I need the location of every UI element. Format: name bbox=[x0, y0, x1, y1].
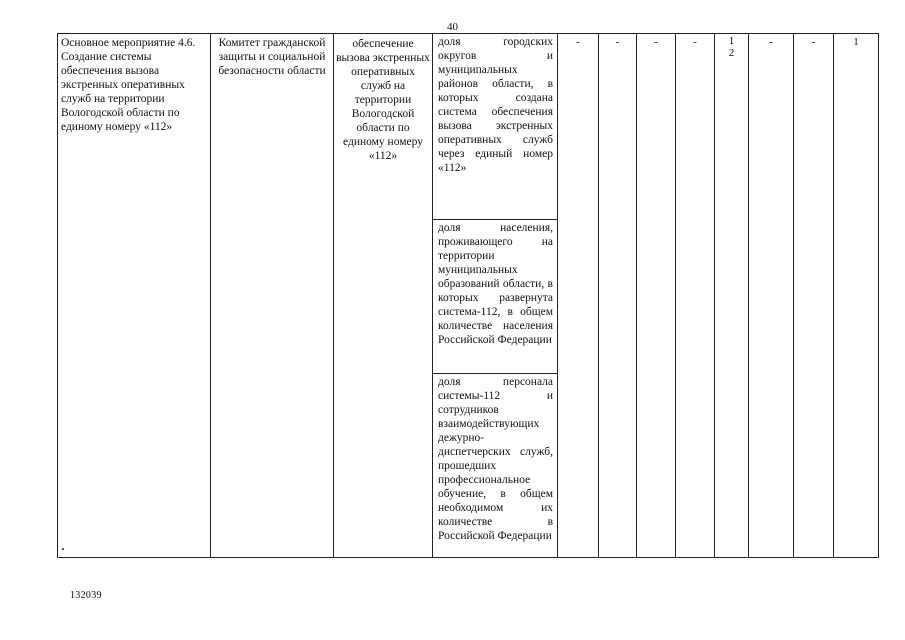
table-row bbox=[58, 34, 879, 220]
goal-cell: обеспечение вызова экстренных оперативных служб на территории Вологодской области по единому номеру «112» bbox=[334, 34, 433, 558]
value-cell-2: - bbox=[599, 34, 637, 558]
value-cell-7: - bbox=[794, 34, 834, 558]
value-cell-8: 1 bbox=[834, 34, 879, 558]
scan-speck bbox=[62, 548, 64, 550]
event-cell: Основное мероприятие 4.6. Создание системы обеспечения вызова экстренных оперативных служб на территории Вологодской области по единому номеру «112» bbox=[58, 34, 211, 558]
value-cell-4: - bbox=[676, 34, 715, 558]
value-cell-1: - bbox=[558, 34, 599, 558]
program-table bbox=[57, 33, 879, 558]
indicator-cell-2: доля населения, проживающего на территории муниципальных образований области, в которых развернута система-112, в общем количестве населения Российской Федерации bbox=[433, 220, 558, 373]
indicator-cell-1: доля городских округов и муниципальных районов области, в которых создана система обеспечения вызова экстренных оперативных служб через единый номер «112» bbox=[433, 34, 558, 220]
value-cell-6: - bbox=[749, 34, 794, 558]
value-cell-3: - bbox=[637, 34, 676, 558]
page-number: 40 bbox=[447, 21, 458, 33]
document-code: 132039 bbox=[70, 590, 102, 601]
indicator-cell-3: доля персонала системы-112 и сотрудников взаимодействующих дежурно-диспетчерских служб, прошедших профессиональное обучение, в общем необходимом их количестве в Российской Федерации bbox=[433, 373, 558, 557]
value-cell-5: 1 2 bbox=[715, 34, 749, 558]
executor-cell: Комитет гражданской защиты и социальной безопасности области bbox=[211, 34, 334, 558]
